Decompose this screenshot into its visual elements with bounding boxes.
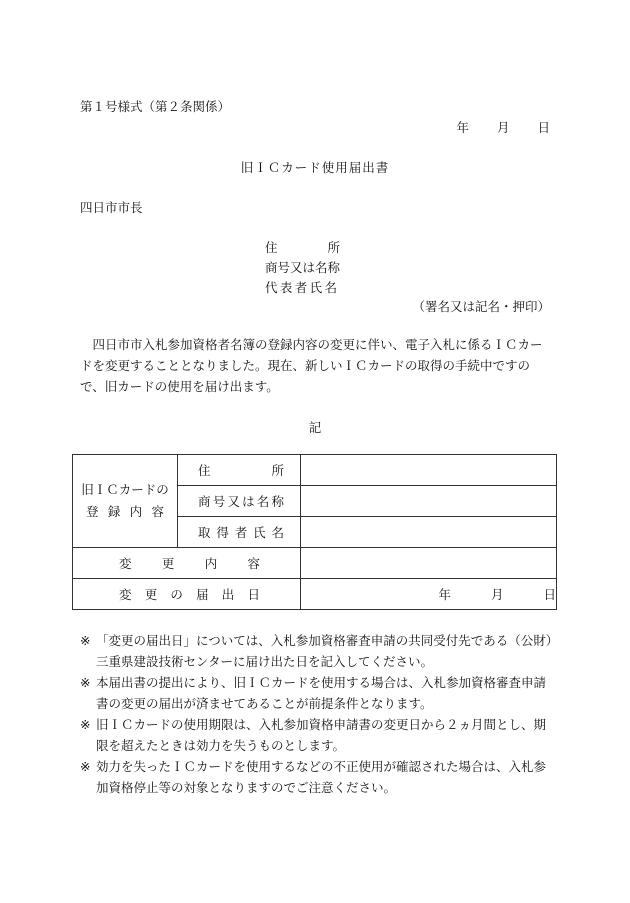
old-card-label-line2: 登録内容 xyxy=(86,504,164,519)
date-year-label: 年 xyxy=(456,120,469,135)
change-date-day: 日 xyxy=(543,587,556,602)
note-text: 本届出書の提出により、旧ＩＣカードを使用する場合は、入札参加資格審査申請書の変更の届出が済ませてあることが前提条件となります。 xyxy=(96,675,547,711)
note-item xyxy=(80,714,558,756)
date-month-label: 月 xyxy=(496,120,510,135)
date-day-label: 日 xyxy=(537,120,550,135)
change-date-year: 年 xyxy=(438,587,451,602)
form-number: 第１号様式（第２条関係） xyxy=(80,99,231,114)
note-item xyxy=(80,672,558,714)
applicant-block xyxy=(265,238,340,298)
table-row xyxy=(73,548,557,579)
applicant-representative-label: 代表者氏名 xyxy=(265,280,337,295)
note-item xyxy=(80,756,558,798)
registration-table xyxy=(72,454,557,610)
applicant-trade-name-label: 商号又は名称 xyxy=(265,260,341,275)
note-mark: ※ xyxy=(80,759,91,774)
acquirer-name-label: 取得者氏名 xyxy=(198,525,284,540)
address-value-cell[interactable] xyxy=(301,455,557,486)
note-mark: ※ xyxy=(80,633,91,648)
change-date-month: 月 xyxy=(490,587,504,602)
trade-name-label: 商号又は名称 xyxy=(198,494,284,509)
note-mark: ※ xyxy=(80,675,91,690)
old-card-label-cell xyxy=(73,455,178,548)
acquirer-label-cell xyxy=(178,517,301,548)
trade-name-label-cell xyxy=(178,486,301,517)
change-date-label: 変更の届出日 xyxy=(119,587,260,602)
acquirer-value-cell[interactable] xyxy=(301,517,557,548)
change-content-value-cell[interactable] xyxy=(301,548,557,579)
notes xyxy=(80,630,558,798)
body-text: 四日市市入札参加資格者名簿の登録内容の変更に伴い、電子入札に係るＩＣカードを変更することとなりました。現在、新しいＩＣカードの取得の手続中ですので、旧カードの使用を届け出ます。 xyxy=(80,337,543,394)
note-mark: ※ xyxy=(80,717,91,732)
trade-name-value-cell[interactable] xyxy=(301,486,557,517)
address-label-cell xyxy=(178,455,301,486)
change-date-value-cell[interactable] xyxy=(301,579,557,610)
note-text: 効力を失ったＩＣカードを使用するなどの不正使用が確認された場合は、入札参加資格停止等の対象となりますのでご注意ください。 xyxy=(96,759,547,795)
address-label: 住所 xyxy=(198,463,284,478)
change-date-label-cell xyxy=(73,579,301,610)
table-row xyxy=(73,455,557,486)
ki-heading: 記 xyxy=(308,420,322,435)
old-card-label-line1: 旧ＩＣカードの xyxy=(81,482,169,497)
change-content-label-cell xyxy=(73,548,301,579)
submission-date xyxy=(456,118,550,136)
applicant-address-label: 住所 xyxy=(265,240,340,255)
note-text: 旧ＩＣカードの使用期限は、入札参加資格申請書の変更日から２ヵ月間とし、期限を超えたときは効力を失うものとします。 xyxy=(96,717,547,753)
addressee: 四日市市長 xyxy=(80,200,143,215)
change-content-label: 変更内容 xyxy=(119,556,260,571)
document-title: 旧ＩＣカード使用届出書 xyxy=(240,160,390,175)
seal-note: （署名又は記名・押印） xyxy=(412,299,550,314)
note-item xyxy=(80,630,558,672)
note-text: 「変更の届出日」については、入札参加資格審査申請の共同受付先である（公財）三重県建設技術センターに届け出た日を記入してください。 xyxy=(96,633,553,669)
table-row xyxy=(73,579,557,610)
